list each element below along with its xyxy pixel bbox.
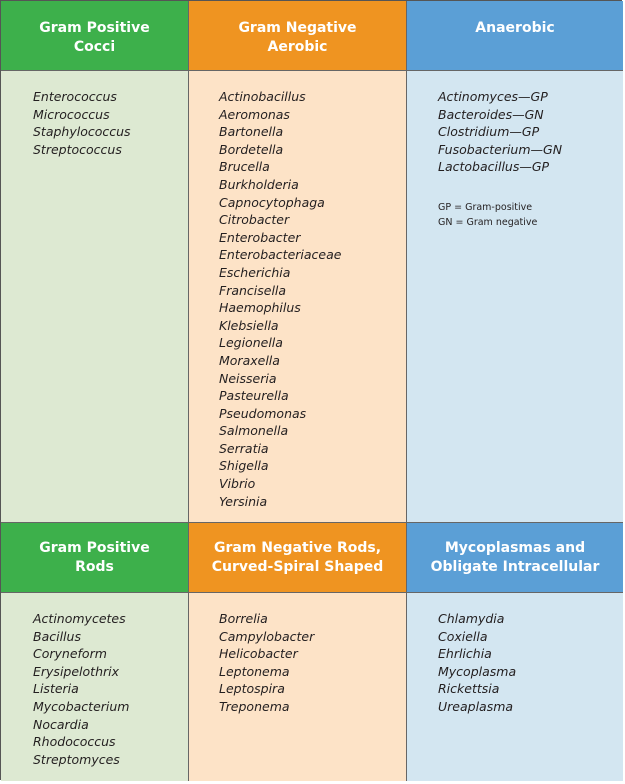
genus-item: Francisella	[219, 282, 287, 298]
header-label: Mycoplasmas and Obligate Intracellular	[430, 539, 600, 575]
genus-item: Micrococcus	[33, 106, 110, 122]
cell-mycoplasmas-obligate-intracellular	[407, 593, 623, 781]
genus-item: Haemophilus	[219, 300, 301, 316]
header-label: Gram Negative Rods, Curved-Spiral Shaped	[211, 539, 384, 575]
genus-item: Leptonema	[219, 663, 290, 679]
abbreviation-legend	[407, 200, 623, 230]
genus-item: Nocardia	[33, 716, 89, 732]
genus-item: Pasteurella	[219, 388, 289, 404]
genus-item: Vibrio	[219, 476, 256, 492]
genus-item: Klebsiella	[219, 317, 279, 333]
genus-item: Mycoplasma	[438, 663, 517, 679]
genus-item: Escherichia	[219, 264, 291, 280]
header-label: Gram Positive Cocci	[39, 20, 150, 55]
legend-gp: GP = Gram-positive	[438, 201, 533, 213]
genus-item: Fusobacterium—GN	[438, 141, 563, 157]
genus-item: Citrobacter	[219, 212, 290, 228]
genus-item: Bartonella	[219, 124, 284, 140]
cell-gram-positive-cocci	[1, 71, 189, 523]
genus-item: Staphylococcus	[33, 124, 131, 140]
header-gram-negative-rods-curved-spiral	[189, 523, 407, 593]
genus-item: Ehrlichia	[438, 646, 492, 662]
legend-gn: GN = Gram negative	[438, 216, 538, 228]
cell-gram-negative-rods-curved-spiral	[189, 593, 407, 781]
genus-item: Yersinia	[219, 493, 268, 509]
genus-item: Pseudomonas	[219, 405, 307, 421]
cell-anaerobic	[407, 71, 623, 523]
genus-item: Brucella	[219, 159, 270, 175]
genus-item: Treponema	[219, 698, 290, 714]
genus-item: Actinomycetes	[33, 611, 126, 626]
header-mycoplasmas-obligate-intracellular	[407, 523, 623, 593]
genus-item: Ureaplasma	[438, 698, 514, 714]
header-label: Gram Positive Rods	[39, 539, 150, 575]
genus-item: Burkholderia	[219, 176, 299, 192]
genus-list	[407, 610, 623, 716]
genus-item: Enterobacter	[219, 229, 301, 245]
genus-item: Serratia	[219, 440, 269, 456]
genus-item: Campylobacter	[219, 628, 315, 644]
genus-item: Bacillus	[33, 628, 81, 644]
genus-item: Bordetella	[219, 141, 284, 157]
genus-item: Coxiella	[438, 628, 488, 644]
genus-item: Helicobacter	[219, 646, 298, 662]
header-anaerobic	[407, 1, 623, 71]
genus-item: Bacteroides—GN	[438, 106, 544, 122]
genus-list	[407, 88, 623, 176]
genus-item: Legionella	[219, 335, 283, 351]
header-gram-positive-rods	[1, 523, 189, 593]
genus-item: Capnocytophaga	[219, 194, 325, 210]
genus-item: Lactobacillus—GP	[438, 159, 550, 175]
cell-gram-negative-aerobic	[189, 71, 407, 523]
genus-list	[1, 610, 188, 768]
genus-item: Mycobacterium	[33, 698, 130, 714]
genus-item: Actinobacillus	[219, 89, 306, 104]
genus-item: Enterobacteriaceae	[219, 247, 342, 263]
genus-item: Neisseria	[219, 370, 277, 386]
header-gram-negative-aerobic	[189, 1, 407, 71]
genus-item: Shigella	[219, 458, 269, 474]
genus-list	[189, 610, 406, 716]
header-label: Gram Negative Aerobic	[238, 20, 357, 55]
genus-item: Aeromonas	[219, 106, 290, 122]
genus-item: Clostridium—GP	[438, 124, 540, 140]
genus-item: Listeria	[33, 681, 79, 697]
genus-item: Streptomyces	[33, 751, 120, 767]
genus-item: Leptospira	[219, 681, 285, 697]
genus-item: Enterococcus	[33, 89, 117, 104]
genus-list	[189, 88, 406, 510]
genus-item: Rickettsia	[438, 681, 500, 697]
genus-item: Streptococcus	[33, 141, 122, 157]
genus-item: Chlamydia	[438, 611, 505, 626]
genus-item: Borrelia	[219, 611, 268, 626]
genus-item: Coryneform	[33, 646, 107, 662]
genus-item: Erysipelothrix	[33, 663, 119, 679]
genus-item: Actinomyces—GP	[438, 89, 548, 104]
header-gram-positive-cocci	[1, 1, 189, 71]
genus-item: Rhodococcus	[33, 734, 116, 750]
genus-item: Salmonella	[219, 423, 289, 439]
header-label: Anaerobic	[475, 20, 555, 36]
genus-item: Moraxella	[219, 352, 280, 368]
genus-list	[1, 88, 188, 158]
cell-gram-positive-rods	[1, 593, 189, 781]
